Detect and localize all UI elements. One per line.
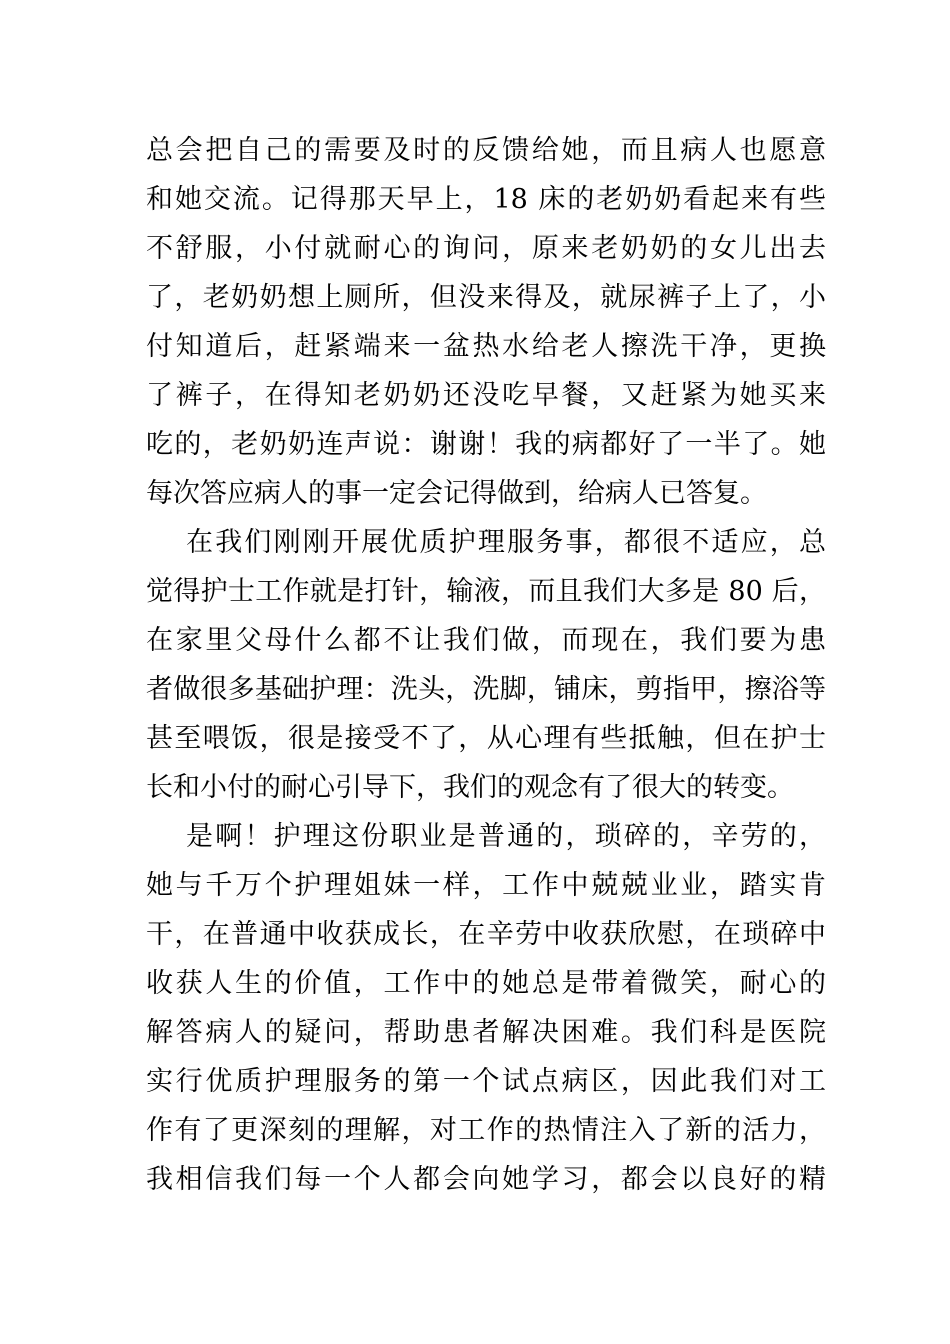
text-line: 我相信我们每一个人都会向她学习，都会以良好的精 bbox=[146, 1164, 826, 1195]
body-text bbox=[146, 126, 826, 1204]
text-line: 了，老奶奶想上厕所，但没来得及，就尿裤子上了，小 bbox=[146, 282, 826, 313]
text-line: 干，在普通中收获成长，在辛劳中收获欣慰，在琐碎中 bbox=[146, 919, 826, 950]
paragraph-first-line: 是啊！护理这份职业是普通的，琐碎的，辛劳的， bbox=[186, 821, 826, 852]
text-line: 她与千万个护理姐妹一样，工作中兢兢业业，踏实肯 bbox=[146, 870, 826, 901]
text-line: 付知道后，赶紧端来一盆热水给老人擦洗干净，更换 bbox=[146, 331, 826, 362]
text-line: 吃的，老奶奶连声说：谢谢！我的病都好了一半了。她 bbox=[146, 429, 826, 460]
text-line: 者做很多基础护理：洗头，洗脚，铺床，剪指甲，擦浴等 bbox=[146, 674, 826, 705]
text-line: 了裤子，在得知老奶奶还没吃早餐，又赶紧为她买来 bbox=[146, 380, 826, 411]
text-line: 实行优质护理服务的第一个试点病区，因此我们对工 bbox=[146, 1066, 826, 1097]
text-line: 和她交流。记得那天早上，18 床的老奶奶看起来有些 bbox=[146, 184, 826, 215]
text-line: 觉得护士工作就是打针，输液，而且我们大多是 80 后， bbox=[146, 576, 826, 607]
text-line: 长和小付的耐心引导下，我们的观念有了很大的转变。 bbox=[146, 772, 794, 803]
text-line: 甚至喂饭，很是接受不了，从心理有些抵触，但在护士 bbox=[146, 723, 826, 754]
text-line: 总会把自己的需要及时的反馈给她，而且病人也愿意 bbox=[146, 135, 826, 166]
text-line: 在家里父母什么都不让我们做，而现在，我们要为患 bbox=[146, 625, 826, 656]
paragraph-first-line: 在我们刚刚开展优质护理服务事，都很不适应，总 bbox=[186, 527, 826, 558]
text-line: 不舒服，小付就耐心的询问，原来老奶奶的女儿出去 bbox=[146, 233, 826, 264]
text-line: 作有了更深刻的理解，对工作的热情注入了新的活力， bbox=[146, 1115, 826, 1146]
text-line: 每次答应病人的事一定会记得做到，给病人已答复。 bbox=[146, 478, 767, 509]
text-line: 解答病人的疑问，帮助患者解决困难。我们科是医院 bbox=[146, 1017, 826, 1048]
text-line: 收获人生的价值，工作中的她总是带着微笑，耐心的 bbox=[146, 968, 826, 999]
